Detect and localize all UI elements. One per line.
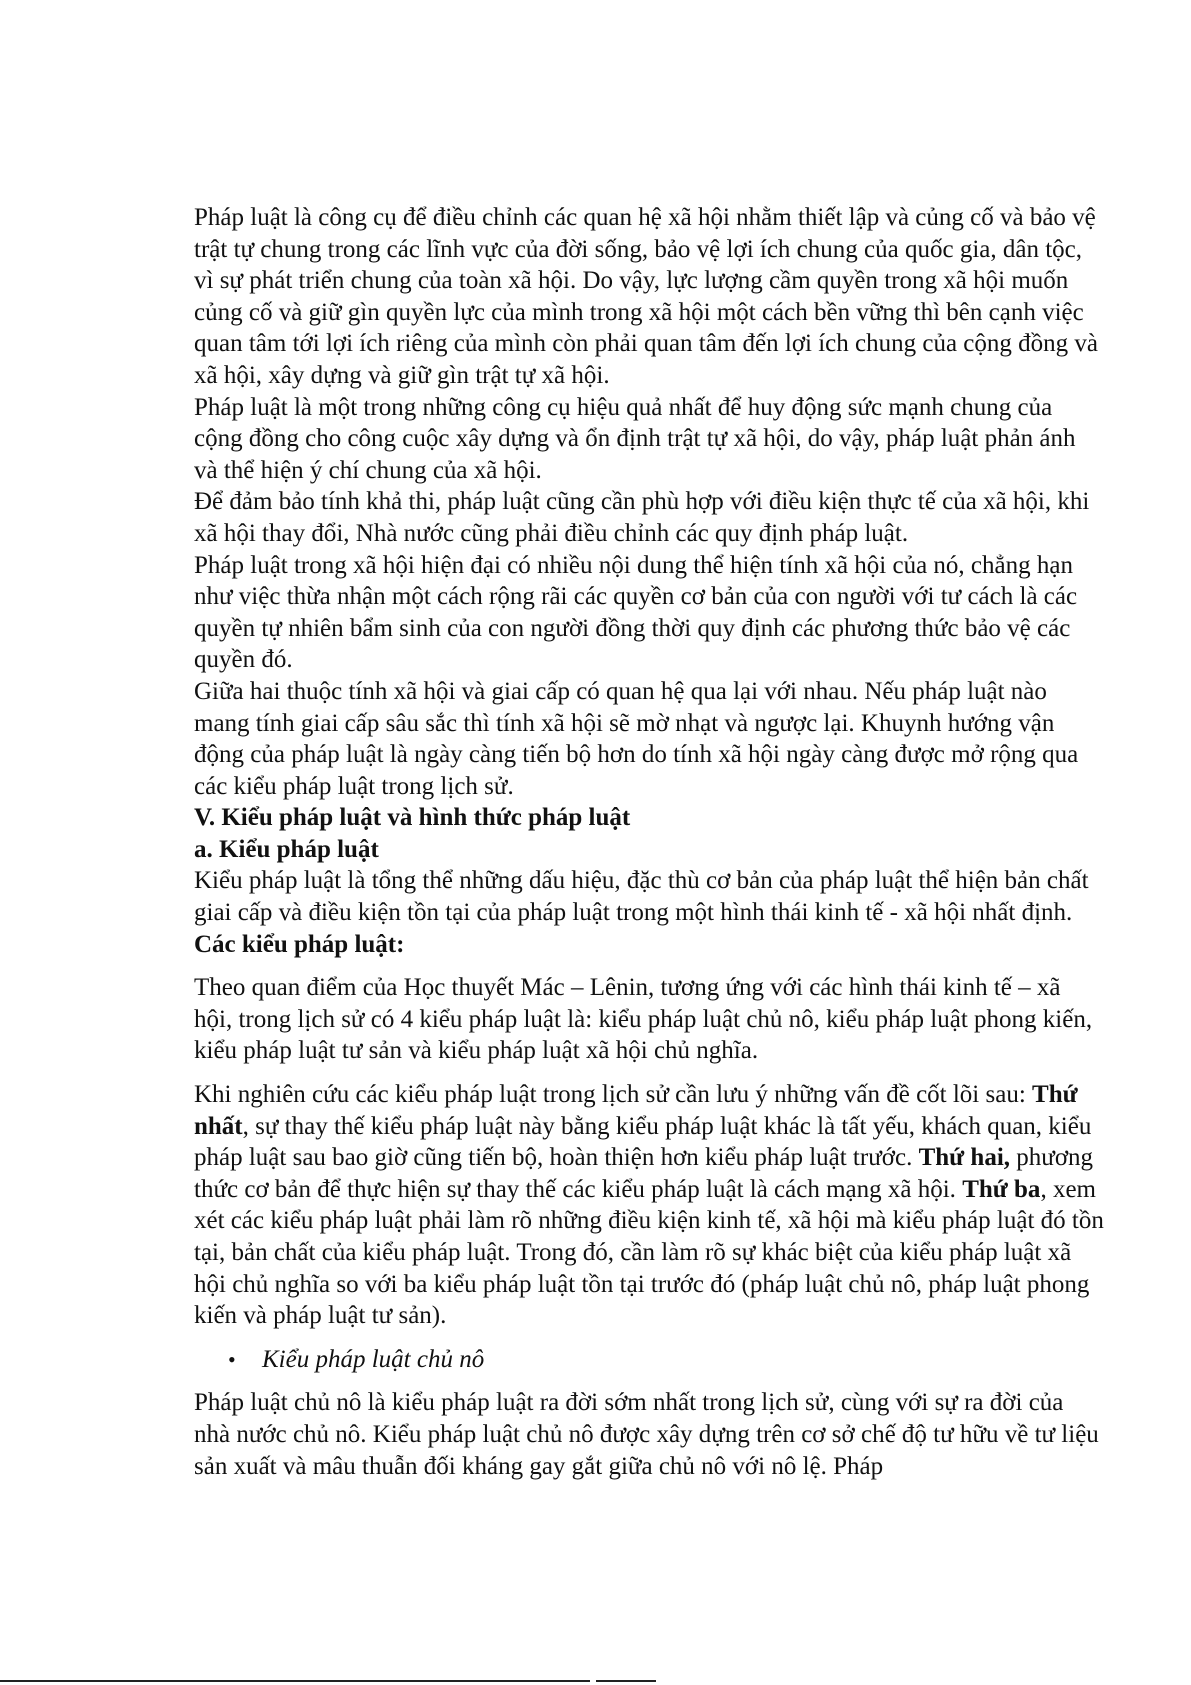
paragraph-social-regulation: Pháp luật là công cụ để điều chỉnh các quan hệ xã hội nhằm thiết lập và củng cố và bảo vệ trật tự chung trong các lĩnh vực của đời sống, bảo vệ lợi ích chung của quốc gia, dân tộc, vì sự phát triển chung của toàn xã hội. Do vậy, lực lượng cầm quyền trong xã hội muốn củng cố và giữ gìn quyền lực của mình trong xã hội một cách bền vững thì bên cạnh việc quan tâm tới lợi ích riêng của mình còn phải quan tâm đến lợi ích chung của cộng đồng và xã hội, xây dựng và giữ gìn trật tự xã hội. (194, 204, 1099, 389)
paragraph-community-will: Pháp luật là một trong những công cụ hiệu quả nhất để huy động sức mạnh chung của cộng đồng cho công cuộc xây dựng và ổn định trật tự xã hội, do vậy, pháp luật phản ánh và thể hiện ý chí chung của xã hội. (194, 393, 1076, 484)
paragraph-modern-society: Pháp luật trong xã hội hiện đại có nhiều nội dung thể hiện tính xã hội của nó, chẳng hạn như việc thừa nhận một cách rộng rãi các quyền cơ bản của con người với tư cách là các quyền tự nhiên bẩm sinh của con người đồng thời quy định các phương thức bảo vệ các quyền đó. (194, 551, 1078, 674)
text-first: , sự thay thế kiểu pháp luật này bằng kiểu pháp luật khác là tất yếu, khách quan, kiểu pháp luật sau bao giờ cũng tiến bộ, hoàn thiện hơn kiểu pháp luật trước. (194, 1112, 1092, 1172)
footer-divider-short (596, 1680, 656, 1682)
text-second: phương thức cơ bản để thực hiện sự thay thế các kiểu pháp luật là cách mạng xã hội. (194, 1144, 1094, 1203)
label-third: Thứ ba (962, 1175, 1041, 1203)
paragraph-feasibility: Để đảm bảo tính khả thi, pháp luật cũng cần phù hợp với điều kiện thực tế của xã hội, khi xã hội thay đổi, Nhà nước cũng phải điều chỉnh các quy định pháp luật. (194, 488, 1090, 547)
paragraph-slave-law: Pháp luật chủ nô là kiểu pháp luật ra đời sớm nhất trong lịch sử, cùng với sự ra đời của nhà nước chủ nô. Kiểu pháp luật chủ nô được xây dựng trên cơ sở chế độ tư hữu về tư liệu sản xuất và mâu thuẫn đối kháng gay gắt giữa chủ nô với nô lệ. Pháp (194, 1389, 1099, 1480)
subsection-heading-a: a. Kiểu pháp luật (194, 835, 379, 863)
document-page (194, 202, 1104, 1482)
label-second: Thứ hai, (918, 1144, 1011, 1172)
paragraph-class-social-relation: Giữa hai thuộc tính xã hội và giai cấp có quan hệ qua lại với nhau. Nếu pháp luật nào mang tính giai cấp sâu sắc thì tính xã hội sẽ mờ nhạt và ngược lại. Khuynh hướng vận động của pháp luật là ngày càng tiến bộ hơn do tính xã hội ngày càng được mở rộng qua các kiểu pháp luật trong lịch sử. (194, 677, 1079, 800)
label-first: Thứ nhất (194, 1081, 1078, 1140)
paragraph-marx-lenin: Theo quan điểm của Học thuyết Mác – Lênin, tương ứng với các hình thái kinh tế – xã hội, trong lịch sử có 4 kiểu pháp luật là: kiểu pháp luật chủ nô, kiểu pháp luật phong kiến, kiểu pháp luật tư sản và kiểu pháp luật xã hội chủ nghĩa. (194, 974, 1093, 1065)
bullet-list-item (194, 1344, 1104, 1376)
paragraph-definition: Kiểu pháp luật là tổng thể những dấu hiệu, đặc thù cơ bản của pháp luật thể hiện bản chất giai cấp và điều kiện tồn tại của pháp luật trong một hình thái kinh tế - xã hội nhất định. (194, 867, 1089, 927)
core-issues-intro: Khi nghiên cứu các kiểu pháp luật trong lịch sử cần lưu ý những vấn đề cốt lõi sau: (194, 1081, 1026, 1109)
footer-divider (0, 1680, 590, 1682)
section-heading-v: V. Kiểu pháp luật và hình thức pháp luật (194, 804, 631, 832)
bullet-icon: • (228, 1346, 236, 1372)
heading-law-types: Các kiểu pháp luật: (194, 930, 405, 958)
bullet-item-slave-law: Kiểu pháp luật chủ nô (262, 1345, 485, 1373)
text-third: , xem xét các kiểu pháp luật phải làm rõ những điều kiện kinh tế, xã hội mà kiểu pháp luật đó tồn tại, bản chất của kiểu pháp luật. Trong đó, cần làm rõ sự khác biệt của kiểu pháp luật xã hội chủ nghĩa so với ba kiểu pháp luật tồn tại trước đó (pháp luật chủ nô, pháp luật phong kiến và pháp luật tư sản). (194, 1175, 1104, 1330)
paragraph-core-issues (194, 1079, 1104, 1332)
